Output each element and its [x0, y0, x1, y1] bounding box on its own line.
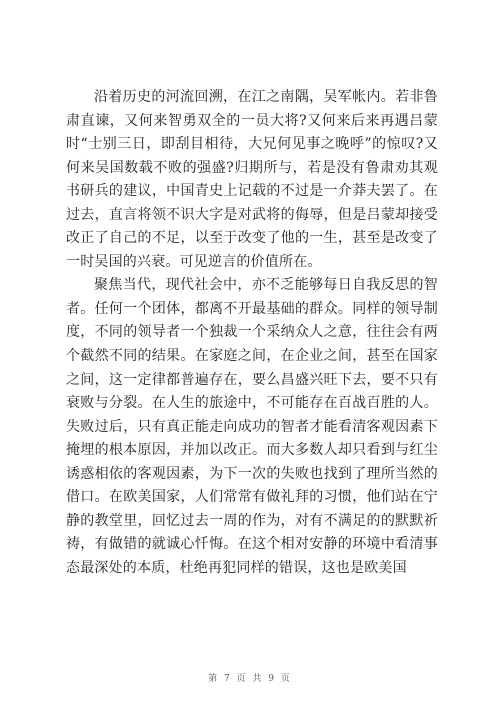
- paragraph-contemporary: 聚焦当代，现代社会中，亦不乏能够每日自我反思的智者。任何一个团体，都离不开最基础的群众。同样的领导制度，不同的领导者一个独裁一个采纳众人之意，往往会有两个截然不同的结果。在家庭之间，在企业之间，甚至在国家之间，这一定律都普遍存在，要么昌盛兴旺下去，要不只有衰败与分裂。在人生的旅途中，不可能存在百战百胜的人。失败过后，只有真正能走向成功的智者才能看清客观因素下掩埋的根本原因，并加以改正。而大多数人却只看到与红尘诱惑相依的客观因素，为下一次的失败也找到了理所当然的借口。在欧美国家，人们常常有做礼拜的习惯，他们站在宁静的教堂里，回忆过去一周的作为，对有不满足的的默默祈祷，有做错的就诚心忏悔。在这个相对安静的环境中看清事态最深处的本质，杜绝再犯同样的错误，这也是欧美国: [66, 277, 438, 576]
- document-body: [66, 86, 438, 580]
- page-number-footer: 第 7 页 共 9 页: [208, 674, 292, 684]
- paragraph-history: 沿着历史的河流回溯，在江之南隅，吴军帐内。若非鲁肃直谏，又何来智勇双全的一员大将?又何来后来再遇吕蒙时“士别三日，即刮目相待，大兄何见事之晚呼”的惊叹?又何来吴国数载不败的强盛?归期所与，若是没有鲁肃劝其观书研兵的建议，中国青史上记载的不过是一介莽夫罢了。在过去，直言将领不识大字是对武将的侮辱，但是吕蒙却接受改正了自己的不足，以至于改变了他的一生，甚至是改变了一时吴国的兴衰。可见逆言的价值所在。: [66, 89, 438, 270]
